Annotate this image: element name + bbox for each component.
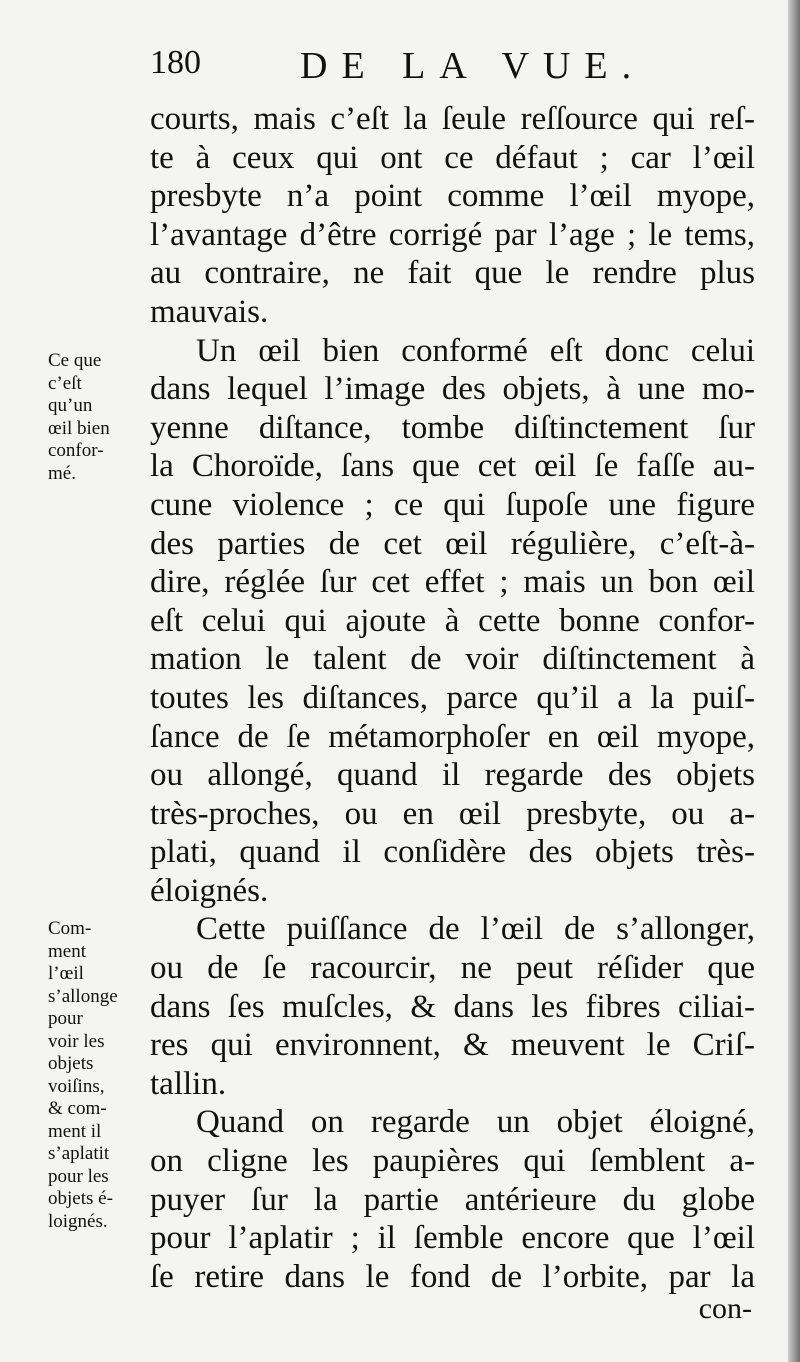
page-edge [788,0,800,1362]
text-line: dire, réglée ſur cet effet ; mais un bon œil [150,564,755,601]
margin-note-good-eye [48,350,148,485]
text-line: eſt celui qui ajoute à cette bonne confor- [150,602,755,639]
margin-note-line: l’œil [48,963,84,984]
margin-note-line: mé. [48,462,76,484]
margin-note-line: Ce que [48,350,102,371]
text-line: toutes les diſtances, parce qu’il a la puiſ- [150,679,755,716]
text-line: ou allongé, quand il regarde des objets [150,757,755,794]
text-line: des parties de cet œil régulière, c’eſt-à- [150,525,755,562]
body-text [150,100,755,1296]
margin-note-line: objets [48,1053,94,1074]
page-number: 180 [150,44,201,81]
text-line: Un œil bien conformé eſt donc celui [196,332,755,369]
margin-note-line: voir les [48,1030,105,1052]
margin-note-line: loignés. [48,1210,108,1232]
text-line: tallin. [150,1065,227,1102]
margin-note-line: s’allonge [48,985,118,1007]
margin-note-line: objets é- [48,1188,113,1209]
text-line: presbyte n’a point comme l’œil myope, [150,178,755,215]
margin-note-line: pour [48,1008,83,1029]
text-line: mation le talent de voir diſtinctement à [150,641,755,678]
text-line: l’avantage d’être corrigé par l’age ; le tems, [150,216,755,253]
margin-note-line: Com- [48,918,92,939]
text-line: ou de ſe racourcir, ne peut réſider que [150,950,755,987]
margin-note-line: œil bien [48,417,110,439]
text-line: au contraire, ne fait que le rendre plus [150,255,755,292]
margin-note-eye-adjustment [48,918,148,1233]
margin-note-line: s’aplatit [48,1143,110,1164]
text-line: éloignés. [150,872,269,909]
margin-note-line: c’eſt [48,372,82,394]
text-line: dans ſes muſcles, & dans les fibres ciliai- [150,988,755,1025]
text-line: te à ceux qui ont ce défaut ; car l’œil [150,139,755,176]
text-line: ſance de ſe métamorphoſer en œil myope, [150,718,755,755]
margin-note-line: ment il [48,1120,102,1142]
text-line: très-proches, ou en œil presbyte, ou a- [150,795,755,832]
text-line: puyer ſur la partie antérieure du globe [150,1181,755,1218]
text-line: ſe retire dans le fond de l’orbite, par la [150,1258,755,1295]
text-line: pour l’aplatir ; il ſemble encore que l’œil [150,1220,755,1257]
text-line: on cligne les paupières qui ſemblent a- [150,1143,755,1180]
text-line: cune violence ; ce qui ſupoſe une figure [150,486,755,523]
text-line: Quand on regarde un objet éloigné, [196,1104,755,1141]
text-line: Cette puiſſance de l’œil de s’allonger, [196,911,755,948]
text-line: plati, quand il conſidère des objets très- [150,834,755,871]
margin-note-line: & com- [48,1098,107,1119]
margin-note-line: voiſins, [48,1075,105,1097]
margin-note-line: qu’un [48,395,93,416]
running-head [150,44,750,94]
margin-note-line: confor- [48,440,104,461]
margin-note-line: pour les [48,1165,109,1187]
margin-note-line: ment [48,940,86,962]
text-line: res qui environnent, & meuvent le Criſ- [150,1027,755,1064]
text-line: dans lequel l’image des objets, à une mo- [150,371,755,408]
catchword: con- [698,1292,752,1325]
text-line: la Choroïde, ſans que cet œil ſe faſſe au- [150,448,755,485]
running-title: DE LA VUE. [300,45,646,87]
text-line: courts, mais c’eſt la ſeule reſſource qui reſ- [150,101,755,137]
text-line: yenne diſtance, tombe diſtinctement ſur [150,409,755,446]
text-line: mauvais. [150,293,269,330]
